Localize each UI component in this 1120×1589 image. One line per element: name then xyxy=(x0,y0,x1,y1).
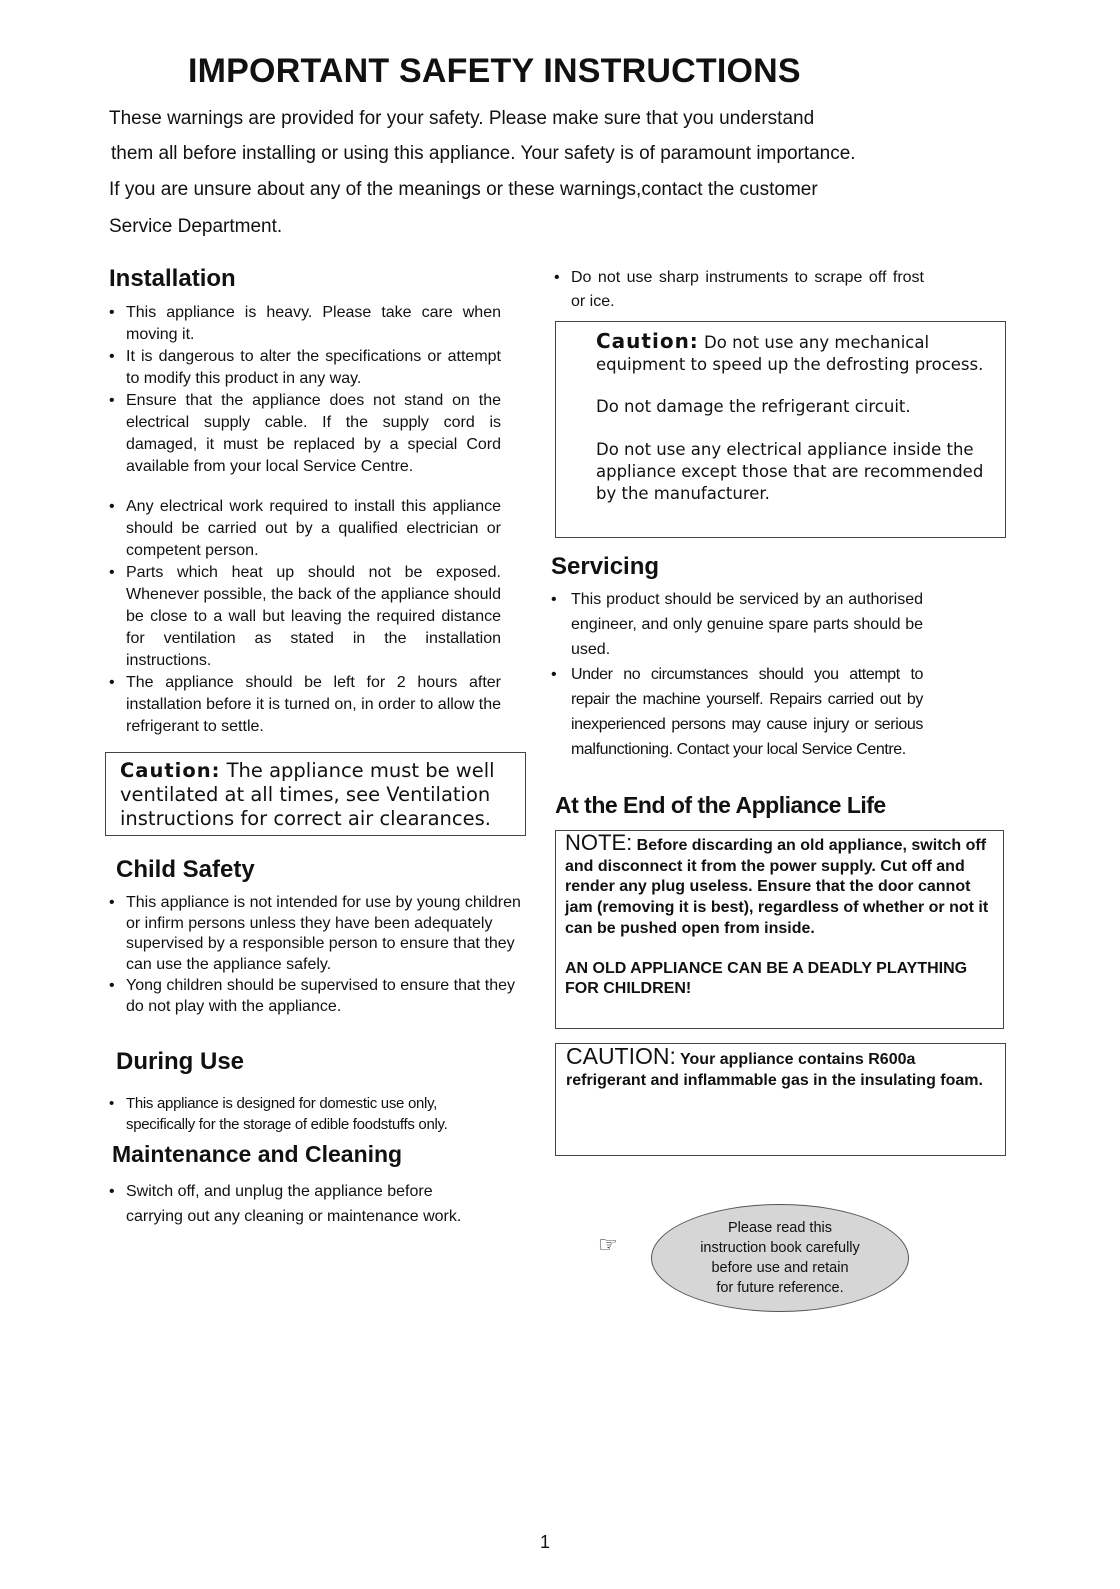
list-item: • Yong children should be supervised to ensure that they do not play with the appliance. xyxy=(109,976,521,1017)
read-note-line: instruction book carefully xyxy=(700,1240,860,1256)
list-item: • Parts which heat up should not be exposed. Whenever possible, the back of the appliance should be close to a wall but leaving the required distance for ventilation as stated in the installation instructions. xyxy=(109,562,501,672)
list-item: • Do not use sharp instruments to scrape off frost or ice. xyxy=(554,266,924,314)
ventilation-caution-box xyxy=(105,752,526,836)
installation-heading: Installation xyxy=(109,265,236,292)
pointing-hand-icon: ☞ xyxy=(598,1232,618,1257)
note-text: Before discarding an old appliance, switch off and disconnect it from the power supply. Cut off and render any plug useless. Ensure that the door cannot jam (removing it is best), regardless of whether or not it can be pushed open from inside. xyxy=(565,837,989,937)
intro-line-3: If you are unsure about any of the meanings or these warnings,contact the customer xyxy=(109,179,818,200)
intro-line-1: These warnings are provided for your safety. Please make sure that you understand xyxy=(109,108,815,129)
caution-label: Caution: xyxy=(596,329,699,353)
read-note-line: before use and retain xyxy=(711,1260,849,1276)
installation-list-b xyxy=(109,496,501,738)
r600a-caution-box xyxy=(555,1043,1006,1156)
during-use-list xyxy=(109,1093,504,1135)
caution-paragraph-1 xyxy=(596,330,995,376)
maintenance-heading: Maintenance and Cleaning xyxy=(112,1141,403,1167)
frost-list xyxy=(554,266,924,314)
caution-paragraph-2: Do not damage the refrigerant circuit. xyxy=(596,397,911,416)
read-note-line: for future reference. xyxy=(716,1280,844,1296)
servicing-heading: Servicing xyxy=(551,553,660,580)
page-title: IMPORTANT SAFETY INSTRUCTIONS xyxy=(188,52,801,90)
list-item: • This appliance is not intended for use by young children or infirm persons unless they have been adequately supervised by a responsible person to ensure that they can use the appliance safely. xyxy=(109,893,521,976)
intro-line-4: Service Department. xyxy=(109,216,283,237)
list-item: • It is dangerous to alter the specifications or attempt to modify this product in any way. xyxy=(109,346,501,390)
list-item: • This appliance is designed for domestic use only, specifically for the storage of edible foodstuffs only. xyxy=(109,1093,504,1135)
child-safety-heading: Child Safety xyxy=(116,856,255,883)
note-paragraph xyxy=(565,830,995,940)
read-note-text xyxy=(700,1218,860,1298)
list-item: • Any electrical work required to install this appliance should be carried out by a qualified electrician or competent person. xyxy=(109,496,501,562)
caution-label: Caution: xyxy=(120,759,221,782)
list-item: • Under no circumstances should you attempt to repair the machine yourself. Repairs carried out by inexperienced persons may cause injury or serious malfunctioning. Contact your local Service Centre. xyxy=(551,662,923,762)
installation-list-a xyxy=(109,302,501,478)
list-item: • The appliance should be left for 2 hours after installation before it is turned on, in order to allow the refrigerant to settle. xyxy=(109,672,501,738)
during-use-heading: During Use xyxy=(116,1048,245,1075)
caution-text: Your appliance contains R600a refrigerant and inflammable gas in the insulating foam. xyxy=(566,1051,983,1089)
deadly-plaything-warning: AN OLD APPLIANCE CAN BE A DEADLY PLAYTHING FOR CHILDREN! xyxy=(565,959,968,998)
read-instructions-ellipse xyxy=(651,1204,909,1312)
caution-label: CAUTION: xyxy=(566,1043,676,1069)
list-item: • This product should be serviced by an authorised engineer, and only genuine spare parts should be used. xyxy=(551,587,923,662)
page-number: 1 xyxy=(540,1532,551,1552)
intro-line-2: them all before installing or using this appliance. Your safety is of paramount importance. xyxy=(111,143,856,164)
defrost-caution-box xyxy=(555,321,1006,538)
end-of-life-heading: At the End of the Appliance Life xyxy=(555,792,886,818)
maintenance-list xyxy=(109,1179,481,1229)
caution-text: The appliance must be well ventilated at all times, see Ventilation instructions for correct air clearances. xyxy=(120,759,495,830)
list-item: • This appliance is heavy. Please take care when moving it. xyxy=(109,302,501,346)
caution-paragraph-3: Do not use any electrical appliance inside the appliance except those that are recommended by the manufacturer. xyxy=(596,440,984,503)
read-note-line: Please read this xyxy=(728,1220,832,1236)
servicing-list xyxy=(551,587,923,762)
child-safety-list xyxy=(109,893,521,1017)
list-item: • Switch off, and unplug the appliance before carrying out any cleaning or maintenance work. xyxy=(109,1179,481,1229)
caution-text: Do not use any mechanical equipment to speed up the defrosting process. xyxy=(596,333,984,374)
note-label: NOTE: xyxy=(565,830,633,855)
end-of-life-note-box xyxy=(555,830,1004,1029)
list-item: • Ensure that the appliance does not stand on the electrical supply cable. If the supply cord is damaged, it must be replaced by a special Cord available from your local Service Centre. xyxy=(109,390,501,478)
